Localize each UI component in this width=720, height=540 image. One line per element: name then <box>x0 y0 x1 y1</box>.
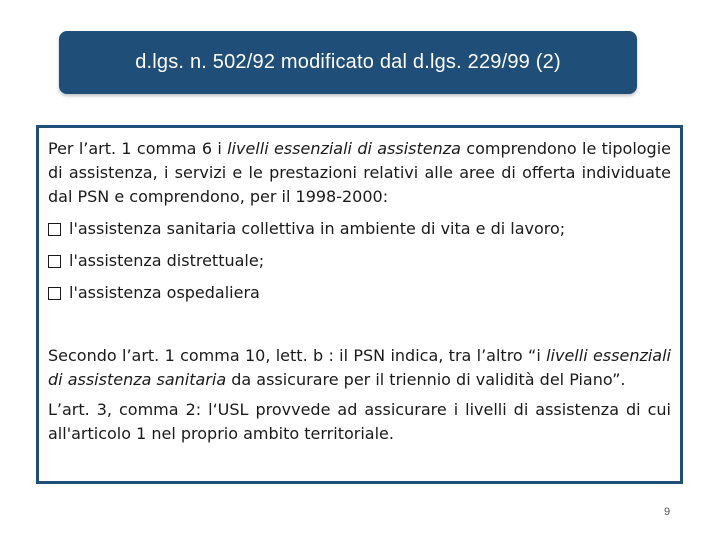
paragraph-2 <box>48 344 671 392</box>
list-item <box>48 277 671 309</box>
paragraph-1-italic: livelli essenziali di assistenza <box>227 139 461 158</box>
slide-title-box <box>59 31 637 94</box>
paragraph-1-part2: comprendono le tipologie di assistenza, i servizi e le prestazioni relativi alle aree di offerta individuate dal PSN e comprendono, per il 1998-2000: <box>48 139 671 206</box>
checkbox-bullet-icon <box>48 255 61 268</box>
content-box <box>36 125 683 484</box>
page-number: 9 <box>664 506 671 518</box>
list-item-text: l'assistenza distrettuale; <box>69 251 265 270</box>
slide-title: d.lgs. n. 502/92 modificato dal d.lgs. 229/99 (2) <box>135 51 561 73</box>
paragraph-2-part1: Secondo l’art. 1 comma 10, lett. b : il PSN indica, tra l’altro “i <box>48 346 547 365</box>
paragraph-1 <box>48 137 671 209</box>
paragraph-2-italic: livelli essenziali di assistenza sanitaria <box>48 346 671 389</box>
list-item-text: l'assistenza sanitaria collettiva in ambiente di vita e di lavoro; <box>69 219 566 238</box>
paragraph-2-part2: da assicurare per il triennio di validità del Piano”. <box>226 370 626 389</box>
spacer <box>48 309 671 344</box>
list-item <box>48 213 671 245</box>
paragraph-1-part1: Per l’art. 1 comma 6 i <box>48 139 228 158</box>
assistance-list <box>48 213 671 309</box>
list-item <box>48 245 671 277</box>
list-item-text: l'assistenza ospedaliera <box>69 283 260 302</box>
checkbox-bullet-icon <box>48 287 61 300</box>
checkbox-bullet-icon <box>48 223 61 236</box>
paragraph-3: L’art. 3, comma 2: l‘USL provvede ad assicurare i livelli di assistenza di cui all'articolo 1 nel proprio ambito territoriale. <box>48 400 671 443</box>
